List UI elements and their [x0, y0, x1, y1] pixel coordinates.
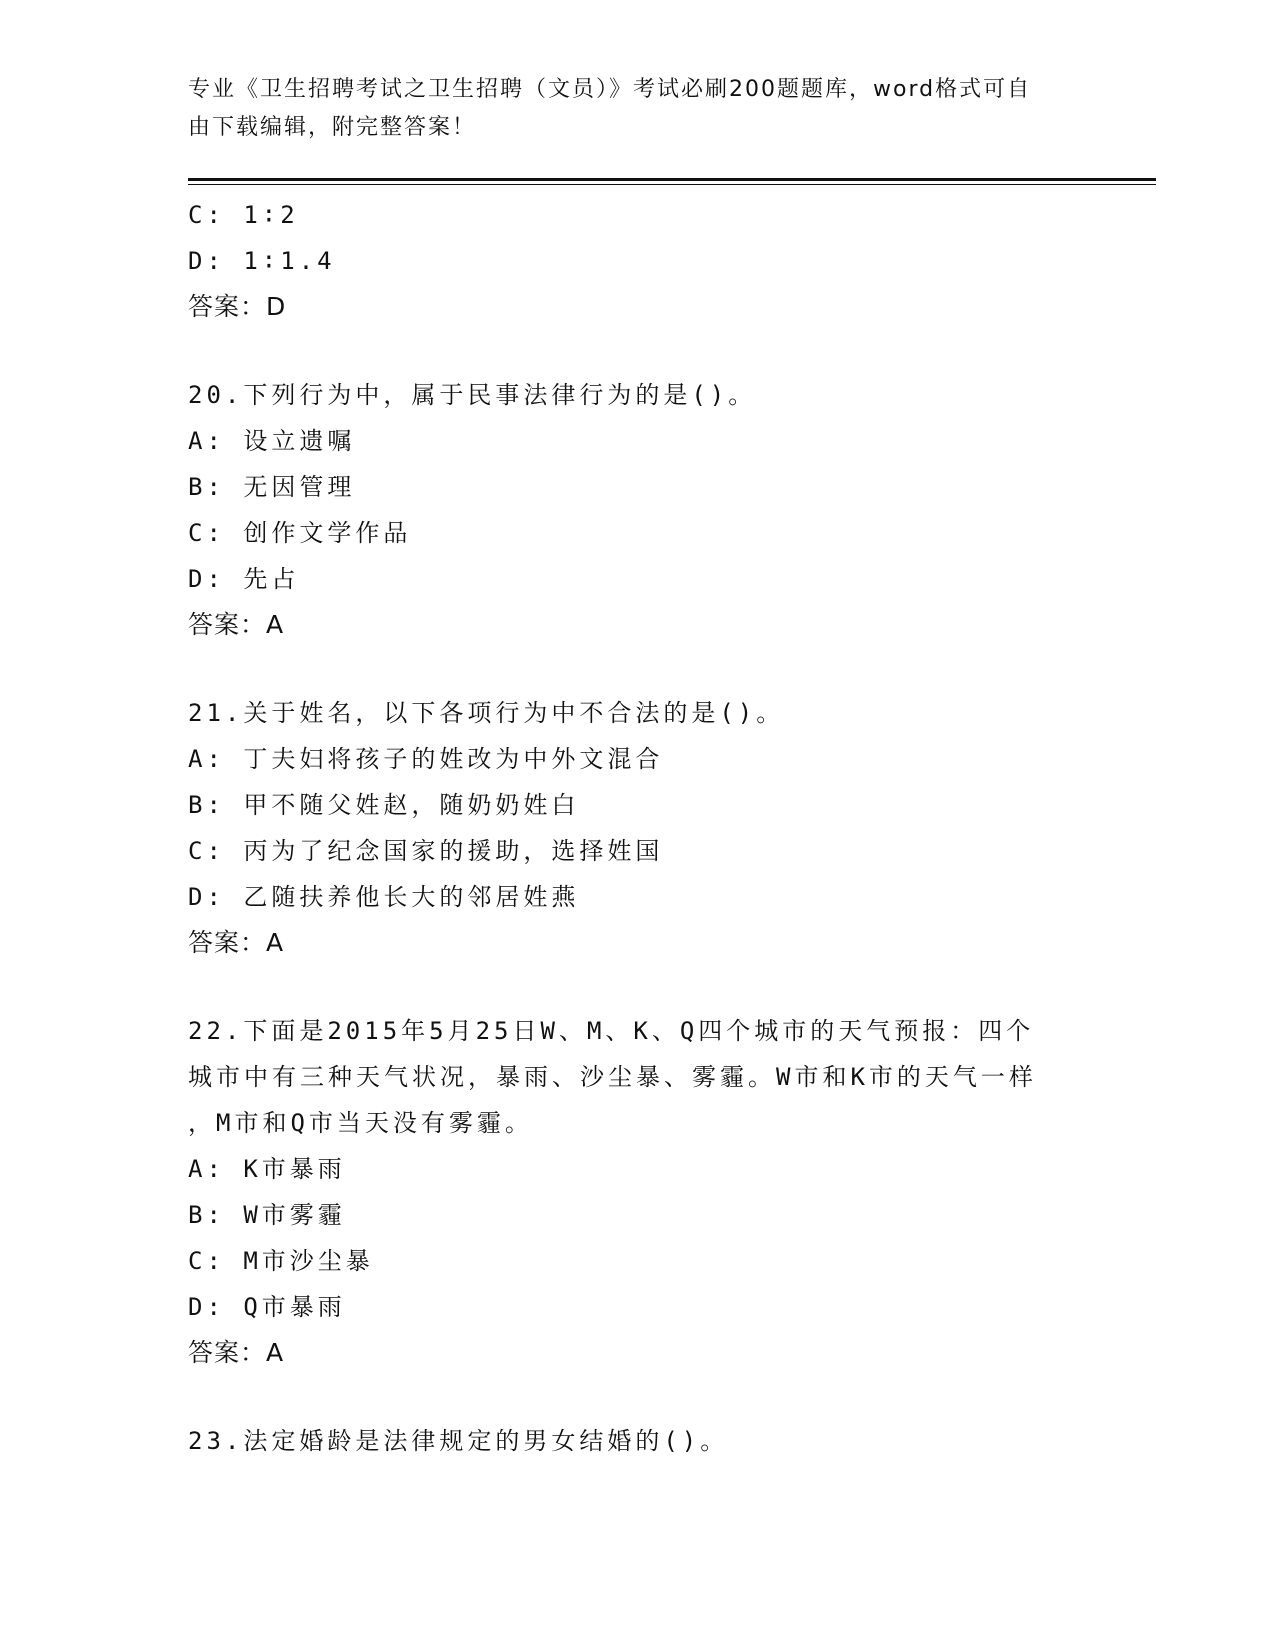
answer-line: 答案：A: [188, 928, 285, 957]
spacer: [188, 330, 1088, 372]
question-text-line-1: 22.下面是2015年5月25日W、M、K、Q四个城市的天气预报：四个: [188, 1017, 1035, 1045]
option-d: D: Q市暴雨: [188, 1293, 346, 1321]
question-22: [188, 1008, 1088, 1376]
answer-line: 答案：A: [188, 610, 285, 639]
option-b: B: 无因管理: [188, 473, 356, 501]
header-divider-thin: [188, 184, 1156, 185]
answer-line: 答案：D: [188, 292, 287, 321]
question-text: 23.法定婚龄是法律规定的男女结婚的()。: [188, 1427, 729, 1455]
document-header: [188, 71, 1088, 147]
answer-line: 答案：A: [188, 1338, 285, 1367]
question-text-line-2: 城市中有三种天气状况，暴雨、沙尘暴、雾霾。W市和K市的天气一样: [188, 1063, 1037, 1091]
spacer: [188, 648, 1088, 690]
header-divider-thick: [188, 178, 1156, 181]
spacer: [188, 1376, 1088, 1418]
option-c: C: M市沙尘暴: [188, 1247, 374, 1275]
option-a: A: 丁夫妇将孩子的姓改为中外文混合: [188, 745, 664, 773]
option-b: B: 甲不随父姓赵，随奶奶姓白: [188, 791, 580, 819]
header-line-1: 专业《卫生招聘考试之卫生招聘（文员）》考试必刷200题题库，word格式可自: [188, 77, 1032, 102]
question-text: 20.下列行为中，属于民事法律行为的是()。: [188, 381, 757, 409]
question-text-line-3: ，M市和Q市当天没有雾霾。: [188, 1109, 533, 1137]
option-c: C: 创作文学作品: [188, 519, 412, 547]
question-21: [188, 690, 1088, 966]
option-d: D: 1∶1.4: [188, 247, 336, 275]
question-23: [188, 1418, 1088, 1464]
header-line-2: 由下载编辑，附完整答案！: [188, 115, 477, 140]
option-c: C: 1∶2: [188, 201, 299, 229]
question-20: [188, 372, 1088, 648]
spacer: [188, 966, 1088, 1008]
option-a: A: K市暴雨: [188, 1155, 346, 1183]
option-b: B: W市雾霾: [188, 1201, 346, 1229]
option-a: A: 设立遗嘱: [188, 427, 356, 455]
option-d: D: 先占: [188, 565, 300, 593]
question-text: 21.关于姓名，以下各项行为中不合法的是()。: [188, 699, 785, 727]
question-19-tail: [188, 192, 1088, 330]
question-list: [188, 192, 1088, 1464]
option-c: C: 丙为了纪念国家的援助，选择姓国: [188, 837, 664, 865]
option-d: D: 乙随扶养他长大的邻居姓燕: [188, 883, 580, 911]
